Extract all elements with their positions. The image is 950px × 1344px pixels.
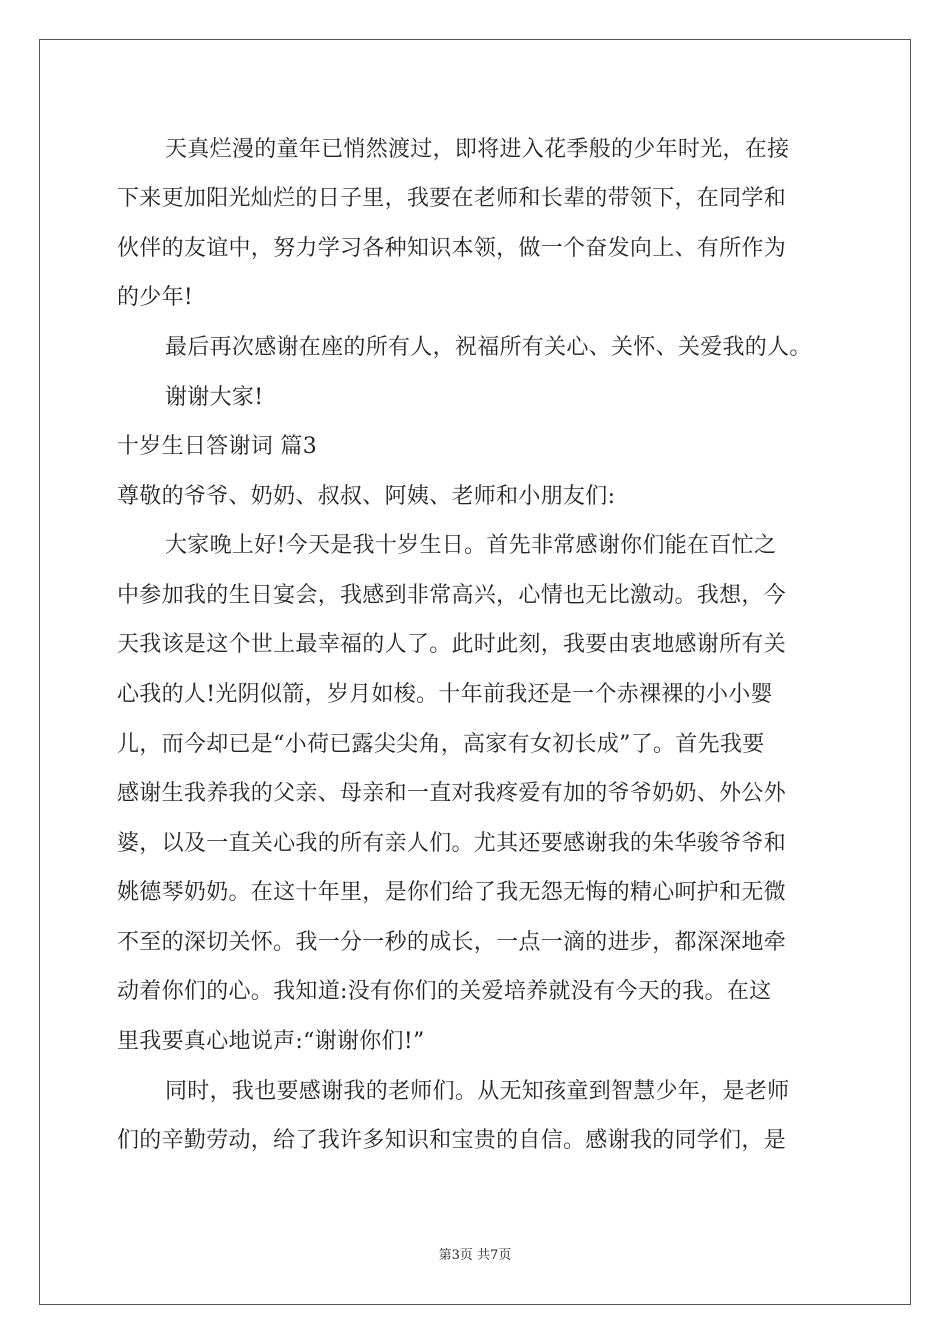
paragraph-line: 最后再次感谢在座的所有人，祝福所有关心、关怀、关爱我的人。: [165, 335, 812, 360]
paragraph-line: 的少年!: [117, 285, 194, 310]
salutation-line: 尊敬的爷爷、奶奶、叔叔、阿姨、老师和小朋友们:: [117, 484, 616, 509]
paragraph-line: 不至的深切关怀。我一分一秒的成长，一点一滴的进步，都深深地牵: [117, 930, 787, 955]
paragraph-line: 心我的人!光阴似箭，岁月如梭。十年前我还是一个赤裸裸的小小婴: [117, 682, 773, 707]
paragraph-line: 动着你们的心。我知道:没有你们的关爱培养就没有今天的我。在这: [117, 979, 772, 1004]
paragraph-line: 婆，以及一直关心我的所有亲人们。尤其还要感谢我的朱华骏爷爷和: [117, 831, 787, 856]
paragraph-line: 儿，而今却已是“小荷已露尖尖角，高家有女初长成”了。首先我要: [117, 732, 765, 757]
paragraph-line: 里我要真心地说声:“谢谢你们!”: [117, 1029, 425, 1054]
paragraph-line: 们的辛勤劳动，给了我许多知识和宝贵的自信。感谢我的同学们，是: [117, 1128, 787, 1153]
page-border: [39, 39, 911, 1305]
page-number-footer: 第3页 共7页: [438, 1248, 512, 1263]
paragraph-line: 谢谢大家!: [165, 385, 264, 410]
paragraph-line: 大家晚上好!今天是我十岁生日。首先非常感谢你们能在百忙之: [165, 533, 777, 558]
paragraph-line: 下来更加阳光灿烂的日子里，我要在老师和长辈的带领下，在同学和: [117, 186, 787, 211]
paragraph-line: 天我该是这个世上最幸福的人了。此时此刻，我要由衷地感谢所有关: [117, 632, 787, 657]
paragraph-line: 感谢生我养我的父亲、母亲和一直对我疼爱有加的爷爷奶奶、外公外: [117, 781, 787, 806]
section-heading: 十岁生日答谢词 篇3: [117, 434, 317, 459]
paragraph-line: 伙伴的友谊中，努力学习各种知识本领，做一个奋发向上、有所作为: [117, 236, 787, 261]
paragraph-line: 同时，我也要感谢我的老师们。从无知孩童到智慧少年，是老师: [165, 1079, 790, 1104]
paragraph-line: 中参加我的生日宴会，我感到非常高兴，心情也无比激动。我想，今: [117, 583, 787, 608]
paragraph-line: 天真烂漫的童年已悄然渡过，即将进入花季般的少年时光，在接: [165, 137, 790, 162]
paragraph-line: 姚德琴奶奶。在这十年里，是你们给了我无怨无悔的精心呵护和无微: [117, 880, 787, 905]
